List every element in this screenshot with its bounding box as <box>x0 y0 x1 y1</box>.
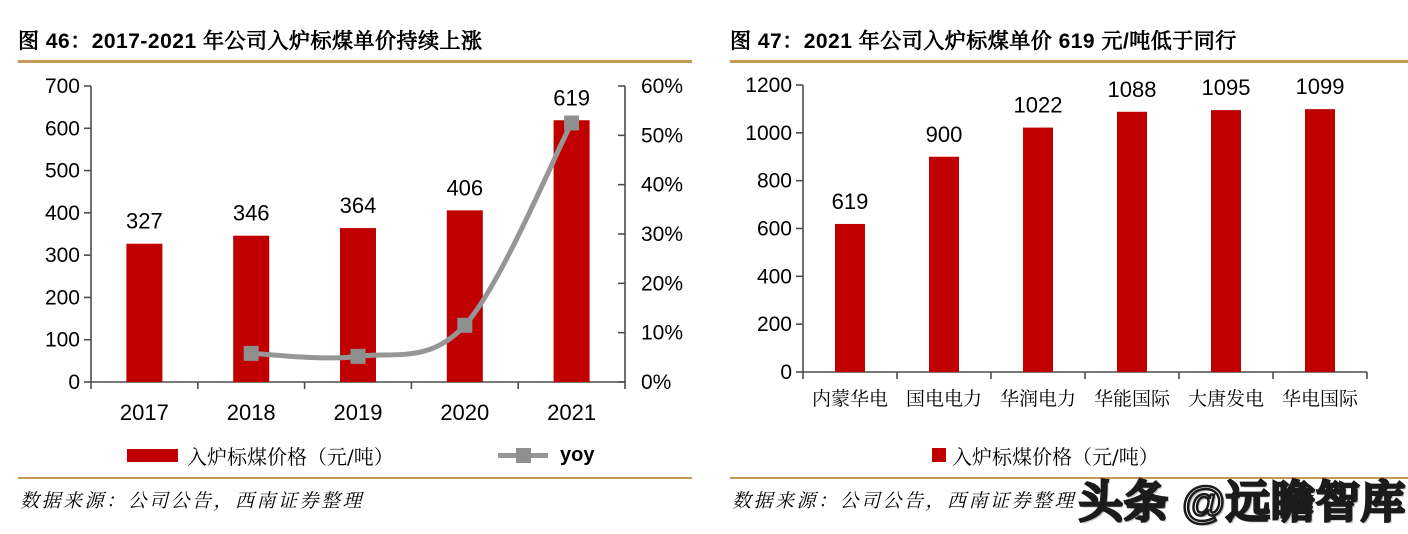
y-axis-tick-label: 800 <box>756 169 792 193</box>
yoy-line <box>251 123 571 358</box>
y-axis-tick-label: 0 <box>780 361 792 384</box>
y2-axis-tick-label: 30% <box>641 223 684 246</box>
yoy-marker <box>457 318 472 333</box>
bar <box>1305 109 1335 372</box>
value-label: 364 <box>339 193 377 219</box>
value-label: 1022 <box>1013 92 1063 118</box>
legend-label: 入炉标煤价格（元/吨） <box>187 444 394 469</box>
value-label: 619 <box>553 85 590 111</box>
y-axis-tick-label: 300 <box>44 244 80 268</box>
y2-axis-tick-label: 10% <box>641 321 684 345</box>
legend-item <box>127 444 394 469</box>
category-label: 2017 <box>119 400 169 424</box>
bar <box>126 244 162 382</box>
y-axis-tick-label: 1200 <box>745 74 792 97</box>
bar-legend-swatch <box>127 449 178 462</box>
category-label: 内蒙华电 <box>811 388 889 410</box>
legend-item <box>932 444 1159 469</box>
y-axis-tick-label: 400 <box>756 265 792 289</box>
y-axis-tick-label: 200 <box>756 313 792 337</box>
category-label: 华电国际 <box>1281 388 1359 410</box>
y2-axis-tick-label: 0% <box>641 371 672 394</box>
bar <box>1117 112 1147 372</box>
yoy-marker <box>564 116 579 131</box>
y-axis-tick-label: 600 <box>44 117 80 141</box>
value-label: 619 <box>831 188 869 214</box>
yoy-marker <box>351 349 366 364</box>
figure-47-title: 图 47：2021 年公司入炉标煤单价 619 元/吨低于同行 <box>730 30 1237 53</box>
figure-47-source: 数据来源：公司公告，西南证券整理 <box>732 490 1077 512</box>
value-label: 346 <box>232 200 270 226</box>
category-label: 华润电力 <box>999 388 1077 410</box>
legend-label: 入炉标煤价格（元/吨） <box>952 444 1159 469</box>
figure-46-source: 数据来源：公司公告，西南证券整理 <box>20 490 365 512</box>
y-axis-tick-label: 200 <box>44 286 80 310</box>
y-axis-tick-label: 100 <box>44 328 80 352</box>
figure-46-bottom-rule <box>18 477 692 479</box>
value-label: 900 <box>925 121 963 147</box>
y2-axis-tick-label: 60% <box>641 75 684 98</box>
bar <box>1023 128 1053 372</box>
legend-label: yoy <box>560 443 595 466</box>
line-legend-swatch <box>498 448 548 463</box>
bar <box>929 157 959 372</box>
category-label: 2019 <box>333 400 383 424</box>
y-axis-tick-label: 1000 <box>745 121 792 145</box>
y2-axis-tick-label: 20% <box>641 272 684 296</box>
value-label: 1099 <box>1295 74 1345 100</box>
figure-46-panel <box>18 20 692 525</box>
category-label: 国电电力 <box>905 388 983 410</box>
y2-axis-tick-label: 50% <box>641 124 684 148</box>
y-axis-tick-label: 400 <box>44 201 80 225</box>
watermark-toutiao: 头条 @远瞻智库 <box>1078 478 1406 527</box>
y-axis-tick-label: 0 <box>68 371 80 394</box>
value-label: 1088 <box>1107 76 1157 102</box>
y-axis-tick-label: 500 <box>44 159 80 183</box>
figure-46-top-rule <box>18 60 692 63</box>
bar <box>447 210 483 382</box>
category-label: 2018 <box>226 400 276 424</box>
category-label: 2021 <box>547 400 597 424</box>
y-axis-tick-label: 700 <box>44 75 80 98</box>
category-label: 华能国际 <box>1093 388 1171 410</box>
figure-46-title: 图 46：2017-2021 年公司入炉标煤单价持续上涨 <box>18 30 483 53</box>
figure-47-chart <box>730 64 1408 424</box>
value-label: 327 <box>126 208 163 234</box>
category-label: 2020 <box>440 400 490 424</box>
figure-46-legend <box>18 443 692 469</box>
yoy-marker <box>244 346 259 361</box>
value-label: 1095 <box>1201 75 1251 101</box>
figure-47-legend <box>730 444 1408 469</box>
bar <box>1211 110 1241 372</box>
y2-axis-tick-label: 40% <box>641 173 684 197</box>
figure-46-chart <box>18 64 692 424</box>
bar-legend-swatch <box>932 448 946 462</box>
bar <box>554 120 590 382</box>
legend-item <box>498 445 594 465</box>
figure-47-panel <box>730 20 1408 525</box>
value-label: 406 <box>446 175 484 201</box>
figure-47-top-rule <box>730 60 1408 63</box>
bar <box>835 224 865 372</box>
category-label: 大唐发电 <box>1187 388 1265 410</box>
y-axis-tick-label: 600 <box>756 217 792 241</box>
